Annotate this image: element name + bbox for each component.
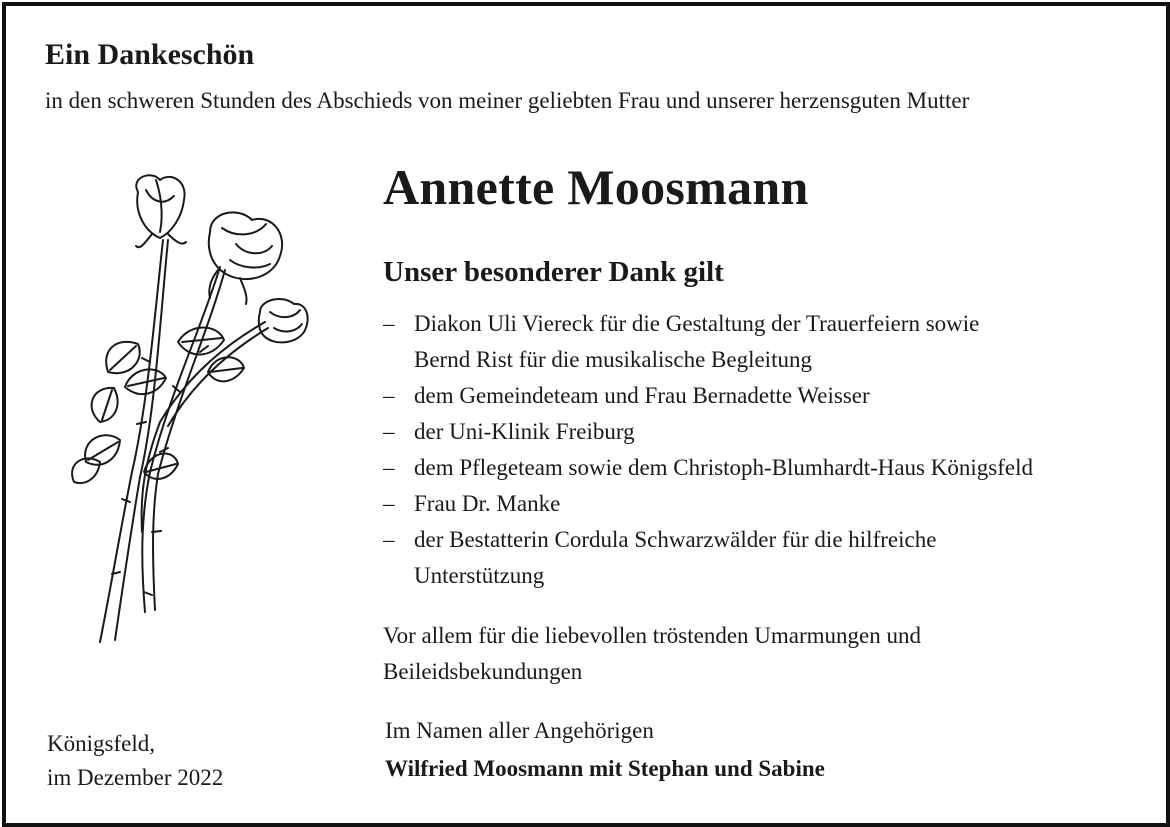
closing-line: Vor allem für die liebevollen tröstenden Umarmungen und	[383, 623, 922, 648]
signature-names: Wilfried Moosmann mit Stephan und Sabine	[385, 756, 825, 781]
deceased-name: Annette Moosmann	[383, 159, 809, 215]
thanks-item	[383, 522, 1143, 594]
notice-heading: Ein Dankeschön	[45, 38, 255, 71]
thanks-item	[383, 378, 1143, 414]
thanks-item	[383, 486, 1143, 522]
roses-illustration-icon	[60, 172, 320, 652]
closing-line: Beileidsbekundungen	[383, 659, 583, 684]
intro-text: in den schweren Stunden des Abschieds von meiner geliebten Frau und unserer herzensguten Mutter	[45, 88, 970, 113]
thanks-item	[383, 306, 1143, 378]
thanks-item-line: Diakon Uli Viereck für die Gestaltung der Trauerfeiern sowie	[414, 311, 980, 336]
thanks-item-line: der Uni-Klinik Freiburg	[414, 419, 635, 444]
thanks-item-line: Bernd Rist für die musikalische Begleitung	[414, 347, 812, 372]
closing-text	[383, 618, 1083, 690]
thanks-subheading: Unser besonderer Dank gilt	[383, 256, 724, 288]
bullet-dash: –	[383, 491, 395, 516]
bullet-dash: –	[383, 527, 395, 552]
thanks-item-line: Unterstützung	[414, 563, 545, 588]
thanks-item	[383, 450, 1143, 486]
bullet-dash: –	[383, 383, 395, 408]
date-line: im Dezember 2022	[47, 765, 224, 790]
thanks-item	[383, 414, 1143, 450]
place-line: Königsfeld,	[47, 731, 155, 756]
thanks-list	[383, 306, 1143, 594]
place-date	[47, 727, 223, 795]
bullet-dash: –	[383, 311, 395, 336]
thanks-item-line: Frau Dr. Manke	[414, 491, 561, 516]
bullet-dash: –	[383, 455, 395, 480]
signature-intro: Im Namen aller Angehörigen	[385, 718, 654, 743]
bullet-dash: –	[383, 419, 395, 444]
thanks-item-line: der Bestatterin Cordula Schwarzwälder für die hilfreiche	[414, 527, 937, 552]
thanks-item-line: dem Gemeindeteam und Frau Bernadette Weisser	[414, 383, 870, 408]
thanks-item-line: dem Pflegeteam sowie dem Christoph-Blumhardt-Haus Königsfeld	[414, 455, 1033, 480]
